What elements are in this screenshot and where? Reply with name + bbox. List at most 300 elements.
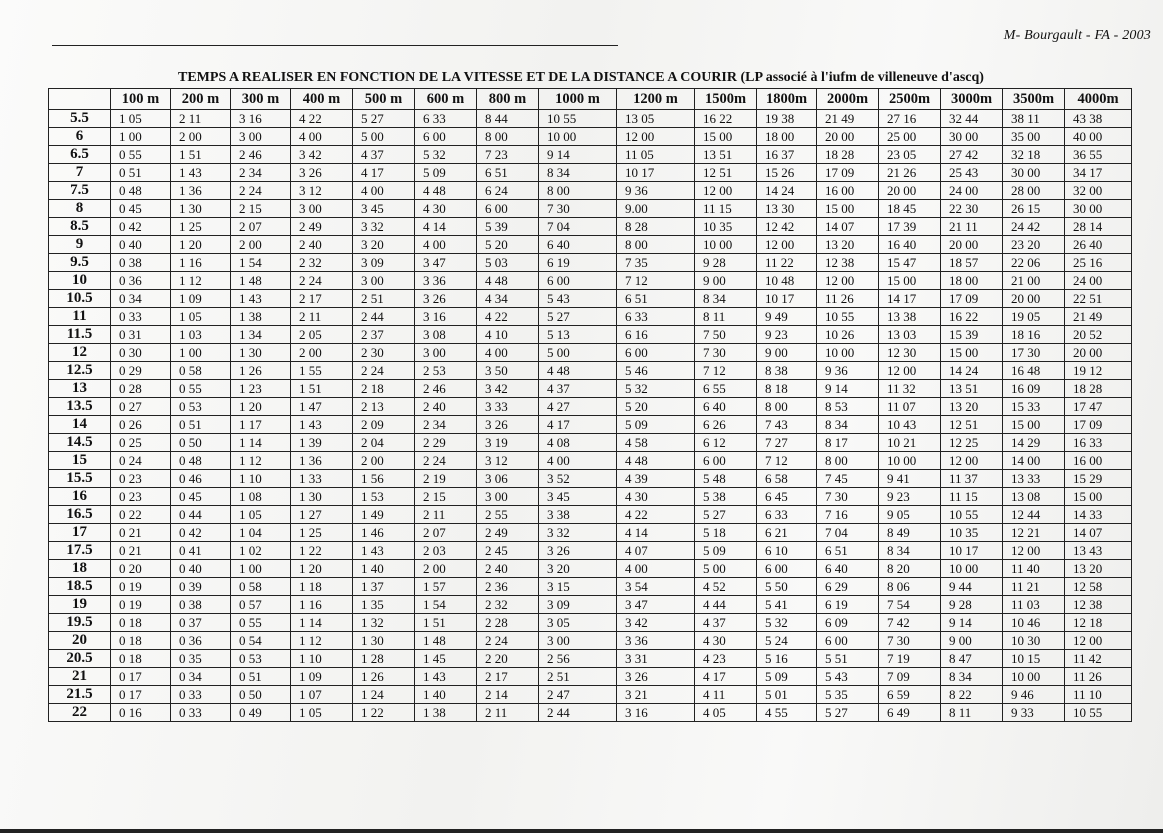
time-cell: 5 00 [353,128,415,146]
time-cell: 8 06 [879,578,941,596]
time-cell: 1 07 [291,686,353,704]
speed-cell: 7.5 [49,182,111,200]
time-cell: 2 00 [171,128,231,146]
time-cell: 0 17 [111,668,171,686]
speed-cell: 17.5 [49,542,111,560]
time-cell: 6 00 [477,200,539,218]
time-cell: 3 16 [617,704,695,722]
table-row [49,686,1132,704]
time-cell: 1 36 [291,452,353,470]
time-cell: 1 12 [231,452,291,470]
time-cell: 1 25 [291,524,353,542]
time-cell: 13 38 [879,308,941,326]
time-cell: 2 46 [415,380,477,398]
time-cell: 0 18 [111,614,171,632]
time-cell: 17 09 [941,290,1003,308]
time-cell: 3 38 [539,506,617,524]
time-cell: 10 00 [941,560,1003,578]
time-cell: 6 00 [817,632,879,650]
time-cell: 12 30 [879,344,941,362]
time-cell: 20 52 [1065,326,1132,344]
table-row [49,362,1132,380]
time-cell: 1 25 [171,218,231,236]
time-cell: 3 45 [539,488,617,506]
time-cell: 28 00 [1003,182,1065,200]
time-cell: 3 42 [291,146,353,164]
time-cell: 10 48 [757,272,817,290]
time-cell: 13 03 [879,326,941,344]
time-cell: 7 30 [817,488,879,506]
time-cell: 6 33 [617,308,695,326]
time-cell: 1 23 [231,380,291,398]
speed-cell: 9.5 [49,254,111,272]
time-cell: 11 22 [757,254,817,272]
signature-line [52,45,618,46]
speed-cell: 15.5 [49,470,111,488]
table-row [49,110,1132,128]
time-cell: 3 08 [415,326,477,344]
time-cell: 5 27 [539,308,617,326]
time-cell: 10 00 [817,344,879,362]
time-cell: 2 29 [415,434,477,452]
time-cell: 5 48 [695,470,757,488]
time-cell: 14 29 [1003,434,1065,452]
time-cell: 4 11 [695,686,757,704]
time-cell: 10 30 [1003,632,1065,650]
time-cell: 12 00 [757,236,817,254]
time-cell: 9 49 [757,308,817,326]
time-cell: 6 40 [817,560,879,578]
time-cell: 12 00 [617,128,695,146]
time-cell: 15 00 [1003,416,1065,434]
time-cell: 3 26 [477,416,539,434]
time-cell: 5 18 [695,524,757,542]
speed-cell: 22 [49,704,111,722]
time-cell: 6 51 [477,164,539,182]
time-cell: 6 59 [879,686,941,704]
time-cell: 8 17 [817,434,879,452]
time-cell: 11 05 [617,146,695,164]
time-cell: 4 14 [415,218,477,236]
time-cell: 0 49 [231,704,291,722]
time-cell: 4 48 [477,272,539,290]
time-cell: 32 18 [1003,146,1065,164]
time-cell: 0 35 [171,650,231,668]
time-cell: 15 47 [879,254,941,272]
time-cell: 4 55 [757,704,817,722]
time-cell: 2 17 [291,290,353,308]
time-cell: 4 37 [539,380,617,398]
time-cell: 1 57 [415,578,477,596]
time-cell: 8 00 [539,182,617,200]
time-cell: 0 50 [171,434,231,452]
time-cell: 0 45 [171,488,231,506]
time-cell: 7 04 [539,218,617,236]
time-cell: 1 10 [231,470,291,488]
time-cell: 8 00 [757,398,817,416]
time-cell: 0 16 [111,704,171,722]
time-cell: 1 30 [291,488,353,506]
table-row [49,524,1132,542]
time-cell: 21 11 [941,218,1003,236]
time-cell: 11 15 [941,488,1003,506]
time-cell: 2 45 [477,542,539,560]
time-cell: 1 51 [171,146,231,164]
time-cell: 2 28 [477,614,539,632]
time-cell: 15 00 [695,128,757,146]
table-row [49,290,1132,308]
time-cell: 1 14 [291,614,353,632]
time-cell: 0 53 [171,398,231,416]
time-cell: 0 18 [111,650,171,668]
time-cell: 22 30 [941,200,1003,218]
time-cell: 6 51 [617,290,695,308]
time-cell: 1 30 [171,200,231,218]
time-cell: 0 39 [171,578,231,596]
time-cell: 11 03 [1003,596,1065,614]
time-cell: 13 51 [941,380,1003,398]
time-cell: 3 09 [539,596,617,614]
speed-cell: 6.5 [49,146,111,164]
time-cell: 1 49 [353,506,415,524]
time-cell: 4 48 [539,362,617,380]
time-cell: 2 40 [477,560,539,578]
speed-cell: 19 [49,596,111,614]
time-cell: 0 42 [171,524,231,542]
speed-cell: 21.5 [49,686,111,704]
time-cell: 8 34 [695,290,757,308]
time-cell: 15 39 [941,326,1003,344]
speed-cell: 8.5 [49,218,111,236]
time-cell: 14 33 [1065,506,1132,524]
time-cell: 8 38 [757,362,817,380]
time-cell: 0 25 [111,434,171,452]
time-cell: 6 40 [695,398,757,416]
time-cell: 12 51 [695,164,757,182]
time-cell: 4 07 [617,542,695,560]
column-header: 600 m [415,89,477,110]
time-cell: 13 30 [757,200,817,218]
column-header: 4000m [1065,89,1132,110]
time-cell: 12 18 [1065,614,1132,632]
time-cell: 1 43 [415,668,477,686]
time-cell: 4 23 [695,650,757,668]
time-cell: 13 51 [695,146,757,164]
time-cell: 8 34 [879,542,941,560]
time-cell: 0 51 [111,164,171,182]
time-cell: 8 49 [879,524,941,542]
time-cell: 6 40 [539,236,617,254]
time-cell: 0 48 [111,182,171,200]
table-row [49,236,1132,254]
time-cell: 2 34 [231,164,291,182]
time-cell: 6 00 [539,272,617,290]
time-cell: 1 09 [171,290,231,308]
time-cell: 2 55 [477,506,539,524]
time-cell: 17 39 [879,218,941,236]
time-cell: 0 42 [111,218,171,236]
table-row [49,182,1132,200]
time-cell: 7 16 [817,506,879,524]
time-cell: 17 47 [1065,398,1132,416]
column-header: 1000 m [539,89,617,110]
speed-cell: 6 [49,128,111,146]
time-cell: 2 40 [291,236,353,254]
time-cell: 7 19 [879,650,941,668]
time-cell: 10 17 [941,542,1003,560]
time-cell: 13 20 [941,398,1003,416]
time-cell: 7 35 [617,254,695,272]
time-cell: 0 33 [111,308,171,326]
time-cell: 0 23 [111,470,171,488]
time-cell: 0 17 [111,686,171,704]
time-cell: 3 47 [617,596,695,614]
time-cell: 1 08 [231,488,291,506]
time-cell: 0 44 [171,506,231,524]
time-cell: 5 24 [757,632,817,650]
time-cell: 0 38 [171,596,231,614]
time-cell: 18 28 [1065,380,1132,398]
time-cell: 1 35 [353,596,415,614]
time-cell: 9 41 [879,470,941,488]
time-cell: 6 33 [757,506,817,524]
speed-cell: 20 [49,632,111,650]
time-cell: 1 43 [231,290,291,308]
time-cell: 5 46 [617,362,695,380]
time-cell: 5 20 [477,236,539,254]
time-cell: 12 00 [941,452,1003,470]
time-cell: 1 53 [353,488,415,506]
time-cell: 1 09 [291,668,353,686]
time-cell: 19 12 [1065,362,1132,380]
speed-cell: 14.5 [49,434,111,452]
time-cell: 1 30 [353,632,415,650]
time-cell: 11 32 [879,380,941,398]
time-cell: 16 33 [1065,434,1132,452]
time-cell: 8 44 [477,110,539,128]
time-cell: 7 42 [879,614,941,632]
time-cell: 0 18 [111,632,171,650]
time-cell: 0 19 [111,596,171,614]
time-cell: 4 00 [291,128,353,146]
time-cell: 5 00 [539,344,617,362]
time-cell: 0 29 [111,362,171,380]
time-cell: 1 48 [415,632,477,650]
time-cell: 2 14 [477,686,539,704]
time-cell: 2 07 [415,524,477,542]
time-cell: 10 00 [539,128,617,146]
time-cell: 0 58 [231,578,291,596]
time-cell: 16 22 [695,110,757,128]
speed-cell: 18.5 [49,578,111,596]
time-cell: 10 00 [1003,668,1065,686]
time-cell: 3 32 [539,524,617,542]
table-row [49,668,1132,686]
time-cell: 3 26 [415,290,477,308]
page-title: TEMPS A REALISER EN FONCTION DE LA VITESSE ET DE LA DISTANCE A COURIR (LP associé à l'iufm de villeneuve d'ascq) [178,70,984,85]
speed-cell: 13.5 [49,398,111,416]
time-cell: 18 57 [941,254,1003,272]
time-cell: 1 32 [353,614,415,632]
time-cell: 9 46 [1003,686,1065,704]
time-cell: 5 43 [817,668,879,686]
time-cell: 13 43 [1065,542,1132,560]
time-cell: 7 04 [817,524,879,542]
time-cell: 15 00 [817,200,879,218]
time-cell: 8 11 [941,704,1003,722]
time-cell: 4 30 [695,632,757,650]
time-cell: 10 17 [617,164,695,182]
time-cell: 8 34 [539,164,617,182]
table-row [49,596,1132,614]
time-cell: 7 12 [757,452,817,470]
time-cell: 9 36 [817,362,879,380]
time-cell: 9 14 [539,146,617,164]
speed-cell: 12.5 [49,362,111,380]
time-cell: 0 23 [111,488,171,506]
time-cell: 2 19 [415,470,477,488]
time-cell: 1 45 [415,650,477,668]
time-cell: 3 50 [477,362,539,380]
time-cell: 24 42 [1003,218,1065,236]
time-cell: 9 28 [941,596,1003,614]
time-cell: 10 21 [879,434,941,452]
column-header: 1200 m [617,89,695,110]
table-row [49,146,1132,164]
time-cell: 8 28 [617,218,695,236]
time-cell: 18 28 [817,146,879,164]
time-cell: 3 42 [617,614,695,632]
time-cell: 10 15 [1003,650,1065,668]
time-cell: 0 19 [111,578,171,596]
time-cell: 9 33 [1003,704,1065,722]
time-cell: 2 44 [353,308,415,326]
time-cell: 19 38 [757,110,817,128]
pace-table [48,88,1132,722]
time-cell: 5 20 [617,398,695,416]
column-header: 1800m [757,89,817,110]
time-cell: 4 37 [353,146,415,164]
time-cell: 1 00 [111,128,171,146]
time-cell: 3 47 [415,254,477,272]
time-cell: 8 11 [695,308,757,326]
time-cell: 3 05 [539,614,617,632]
time-cell: 4 14 [617,524,695,542]
time-cell: 9 00 [757,344,817,362]
time-cell: 0 28 [111,380,171,398]
time-cell: 16 09 [1003,380,1065,398]
time-cell: 24 00 [941,182,1003,200]
time-cell: 1 04 [231,524,291,542]
time-cell: 2 18 [353,380,415,398]
time-cell: 1 02 [231,542,291,560]
time-cell: 17 09 [1065,416,1132,434]
table-row [49,488,1132,506]
time-cell: 0 45 [111,200,171,218]
time-cell: 2 11 [477,704,539,722]
time-cell: 12 42 [757,218,817,236]
time-cell: 7 27 [757,434,817,452]
time-cell: 1 34 [231,326,291,344]
table-row [49,632,1132,650]
time-cell: 15 00 [1065,488,1132,506]
time-cell: 5 09 [695,542,757,560]
time-cell: 1 05 [111,110,171,128]
time-cell: 4 52 [695,578,757,596]
time-cell: 3 36 [617,632,695,650]
time-cell: 6 00 [757,560,817,578]
speed-cell: 16 [49,488,111,506]
time-cell: 6 58 [757,470,817,488]
time-cell: 27 42 [941,146,1003,164]
time-cell: 1 40 [353,560,415,578]
time-cell: 2 24 [415,452,477,470]
table-row [49,272,1132,290]
time-cell: 1 20 [231,398,291,416]
time-cell: 6 51 [817,542,879,560]
time-cell: 16 40 [879,236,941,254]
time-cell: 2 11 [415,506,477,524]
time-cell: 28 14 [1065,218,1132,236]
time-cell: 1 38 [415,704,477,722]
time-cell: 14 24 [757,182,817,200]
time-cell: 1 18 [291,578,353,596]
table-row [49,200,1132,218]
time-cell: 0 53 [231,650,291,668]
time-cell: 6 16 [617,326,695,344]
time-cell: 4 00 [477,344,539,362]
time-cell: 2 15 [231,200,291,218]
time-cell: 5 32 [617,380,695,398]
time-cell: 0 57 [231,596,291,614]
speed-cell: 7 [49,164,111,182]
time-cell: 3 00 [415,344,477,362]
time-cell: 11 21 [1003,578,1065,596]
time-cell: 6 00 [695,452,757,470]
time-cell: 11 26 [1065,668,1132,686]
time-cell: 12 21 [1003,524,1065,542]
time-cell: 11 37 [941,470,1003,488]
time-cell: 1 00 [231,560,291,578]
table-row [49,398,1132,416]
time-cell: 4 22 [617,506,695,524]
time-cell: 1 43 [353,542,415,560]
time-cell: 1 38 [231,308,291,326]
time-cell: 16 22 [941,308,1003,326]
time-cell: 6 19 [539,254,617,272]
time-cell: 2 40 [415,398,477,416]
time-cell: 10 35 [695,218,757,236]
time-cell: 0 37 [171,614,231,632]
time-cell: 1 51 [415,614,477,632]
time-cell: 6 26 [695,416,757,434]
time-cell: 2 11 [291,308,353,326]
time-cell: 20 00 [1003,290,1065,308]
time-cell: 12 38 [1065,596,1132,614]
time-cell: 1 00 [171,344,231,362]
time-cell: 15 00 [941,344,1003,362]
time-cell: 5 09 [415,164,477,182]
table-row [49,578,1132,596]
time-cell: 6 29 [817,578,879,596]
time-cell: 0 38 [111,254,171,272]
time-cell: 0 48 [171,452,231,470]
time-cell: 9 05 [879,506,941,524]
time-cell: 1 26 [231,362,291,380]
time-cell: 16 00 [1065,452,1132,470]
time-cell: 17 30 [1003,344,1065,362]
time-cell: 0 36 [171,632,231,650]
